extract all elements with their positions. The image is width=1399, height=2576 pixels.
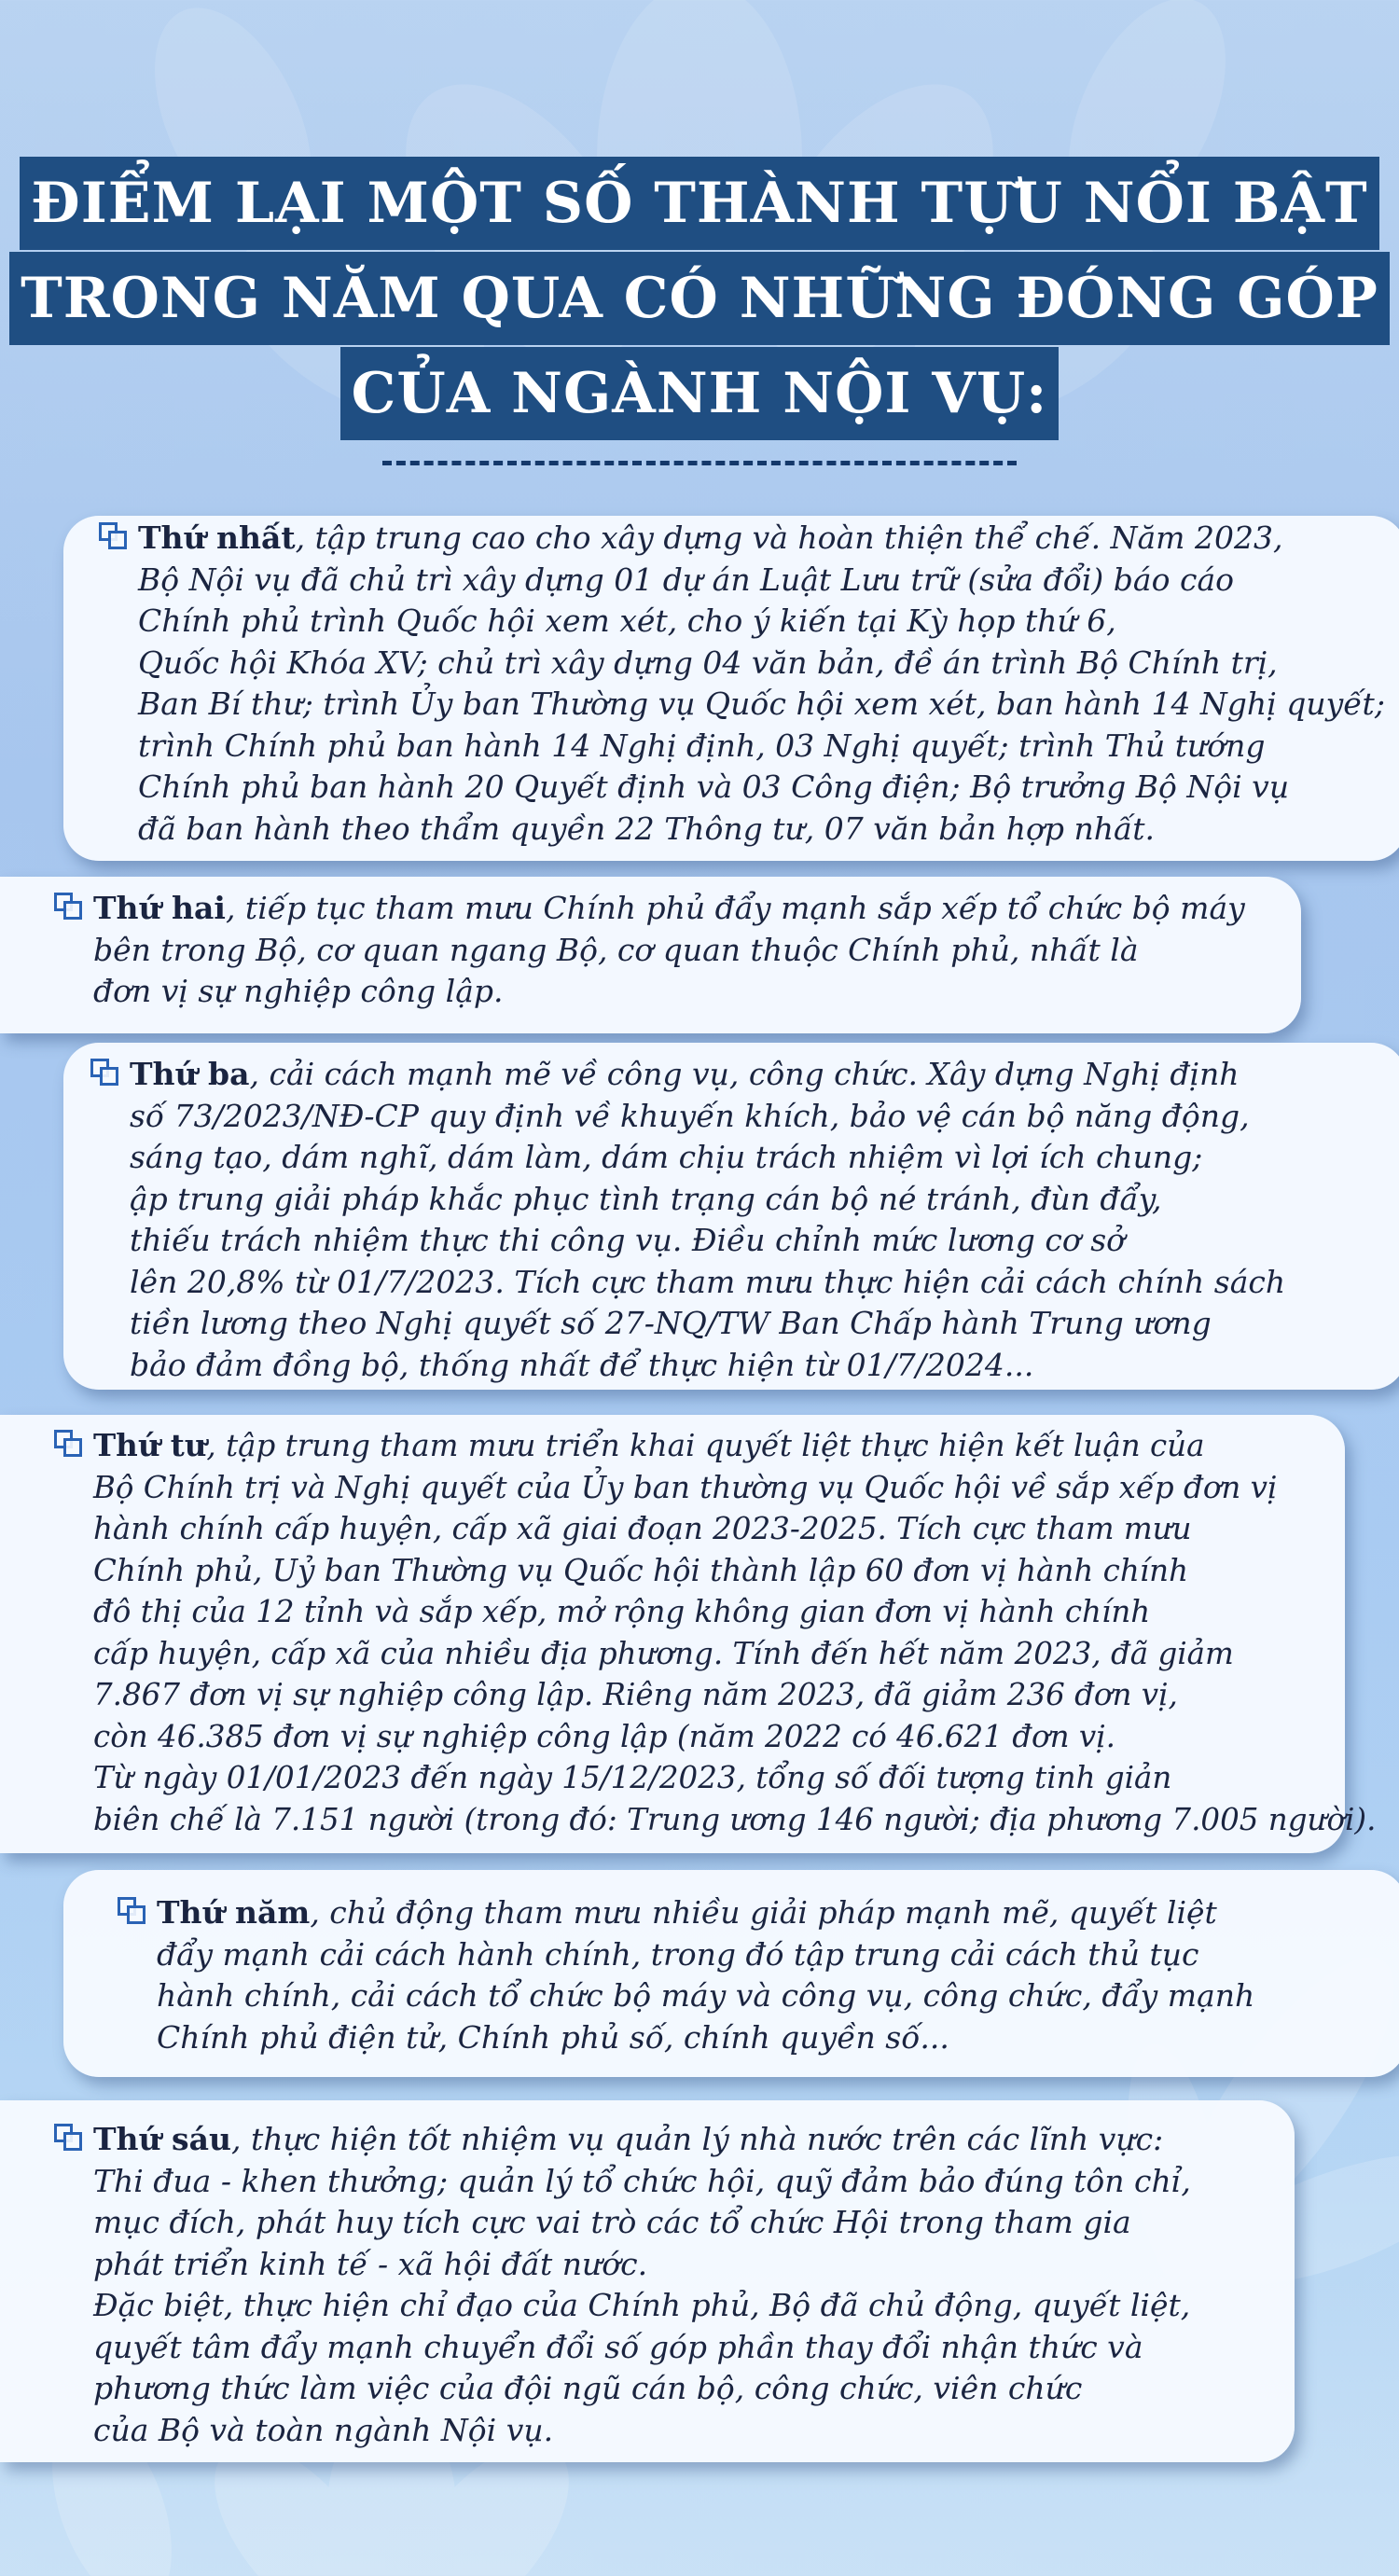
item-line: sáng tạo, dám nghĩ, dám làm, dám chịu trách nhiệm vì lợi ích chung; [130,1139,1203,1175]
copy-squares-icon [89,1057,124,1088]
item-line: hành chính, cải cách tổ chức bộ máy và công vụ, công chức, đẩy mạnh [157,1977,1255,2014]
item-thu-hai [52,888,1245,1013]
item-line: Bộ Nội vụ đã chủ trì xây dựng 01 dự án Luật Lưu trữ (sửa đổi) báo cáo [138,561,1234,598]
item-line: tiền lương theo Nghị quyết số 27-NQ/TW Ban Chấp hành Trung ương [130,1305,1212,1341]
item-thu-ba [89,1054,1285,1386]
copy-squares-icon [97,520,132,552]
title-divider [382,461,1017,465]
title-line-2: TRONG NĂM QUA CÓ NHỮNG ĐÓNG GÓP [9,252,1390,345]
item-line: ập trung giải pháp khắc phục tình trạng cán bộ né tránh, đùn đẩy, [130,1180,1162,1217]
item-line: thiếu trách nhiệm thực thi công vụ. Điều chỉnh mức lương cơ sở [130,1222,1126,1258]
item-line: đô thị của 12 tỉnh và sắp xếp, mở rộng không gian đơn vị hành chính [93,1594,1151,1629]
item-line: biên chế là 7.151 người (trong đó: Trung ương 146 người; địa phương 7.005 người). [93,1801,1377,1837]
item-line: Chính phủ điện tử, Chính phủ số, chính quyền số... [157,2018,949,2056]
item-line: quyết tâm đẩy mạnh chuyển đổi số góp phần thay đổi nhận thức và [93,2328,1143,2365]
item-line: đơn vị sự nghiệp công lập. [93,973,504,1009]
item-thu-tu [52,1425,1376,1840]
title-block [0,157,1399,465]
item-line: Chính phủ trình Quốc hội xem xét, cho ý kiến tại Kỳ họp thứ 6, [138,602,1116,639]
item-line: Chính phủ ban hành 20 Quyết định và 03 Công điện; Bộ trưởng Bộ Nội vụ [138,769,1290,805]
item-thu-sau [52,2119,1191,2451]
item-line: bên trong Bộ, cơ quan ngang Bộ, cơ quan thuộc Chính phủ, nhất là [93,931,1139,968]
item-line: Thi đua - khen thưởng; quản lý tổ chức hội, quỹ đảm bảo đúng tôn chỉ, [93,2162,1191,2199]
item-line: hành chính cấp huyện, cấp xã giai đoạn 2023-2025. Tích cực tham mưu [93,1511,1192,1546]
item-line: đẩy mạnh cải cách hành chính, trong đó tập trung cải cách thủ tục [157,1935,1199,1973]
item-label: Thứ hai [93,890,226,926]
item-line: 7.867 đơn vị sự nghiệp công lập. Riêng năm 2023, đã giảm 236 đơn vị, [93,1677,1178,1712]
item-line: Chính phủ, Uỷ ban Thường vụ Quốc hội thành lập 60 đơn vị hành chính [93,1552,1189,1588]
item-line: cấp huyện, cấp xã của nhiều địa phương. Tính đến hết năm 2023, đã giảm [93,1635,1234,1671]
item-line: , cải cách mạnh mẽ về công vụ, công chức. Xây dựng Nghị định [249,1056,1240,1092]
item-line: , tập trung tham mưu triển khai quyết liệt thực hiện kết luận của [206,1428,1205,1463]
item-line: , thực hiện tốt nhiệm vụ quản lý nhà nước trên các lĩnh vực: [230,2121,1164,2157]
item-line: Từ ngày 01/01/2023 đến ngày 15/12/2023, tổng số đối tượng tinh giản [93,1760,1172,1795]
item-line: phương thức làm việc của đội ngũ cán bộ, công chức, viên chức [93,2370,1083,2406]
item-label: Thứ nhất [138,519,296,556]
item-line: Bộ Chính trị và Nghị quyết của Ủy ban thường vụ Quốc hội về sắp xếp đơn vị [93,1469,1278,1505]
item-label: Thứ ba [130,1056,250,1092]
item-line: trình Chính phủ ban hành 14 Nghị định, 03 Nghị quyết; trình Thủ tướng [138,727,1266,764]
item-line: Quốc hội Khóa XV; chủ trì xây dựng 04 văn bản, đề án trình Bộ Chính trị, [138,644,1278,681]
item-line: , chủ động tham mưu nhiều giải pháp mạnh mẽ, quyết liệt [310,1894,1217,1931]
title-line-1: ĐIỂM LẠI MỘT SỐ THÀNH TỰU NỔI BẬT [20,157,1378,250]
item-line: mục đích, phát huy tích cực vai trò các tổ chức Hội trong tham gia [93,2204,1131,2240]
item-line: bảo đảm đồng bộ, thống nhất để thực hiện từ 01/7/2024... [130,1346,1034,1383]
item-label: Thứ sáu [93,2121,231,2157]
item-line: đã ban hành theo thẩm quyền 22 Thông tư, 07 văn bản hợp nhất. [138,810,1156,847]
item-line: phát triển kinh tế - xã hội đất nước. [93,2245,648,2282]
item-line: Đặc biệt, thực hiện chỉ đạo của Chính phủ, Bộ đã chủ động, quyết liệt, [93,2287,1191,2323]
copy-squares-icon [52,1428,88,1460]
item-line: còn 46.385 đơn vị sự nghiệp công lập (năm 2022 có 46.621 đơn vị. [93,1718,1115,1754]
copy-squares-icon [52,891,88,922]
item-label: Thứ tư [93,1427,207,1463]
item-line: Ban Bí thư; trình Ủy ban Thường vụ Quốc hội xem xét, ban hành 14 Nghị quyết; [138,686,1385,722]
copy-squares-icon [52,2122,88,2154]
item-line: số 73/2023/NĐ-CP quy định về khuyến khích, bảo vệ cán bộ năng động, [130,1097,1250,1134]
title-line-3: CỦA NGÀNH NỘI VỤ: [340,347,1060,440]
copy-squares-icon [116,1895,151,1927]
item-thu-nam [116,1892,1254,2058]
item-thu-nhat [97,518,1385,850]
item-line: của Bộ và toàn ngành Nội vụ. [93,2411,554,2448]
item-line: , tiếp tục tham mưu Chính phủ đẩy mạnh sắp xếp tổ chức bộ máy [225,890,1245,926]
item-line: lên 20,8% từ 01/7/2023. Tích cực tham mưu thực hiện cải cách chính sách [130,1263,1286,1300]
item-label: Thứ năm [157,1894,311,1931]
item-line: , tập trung cao cho xây dựng và hoàn thiện thể chế. Năm 2023, [295,519,1283,556]
